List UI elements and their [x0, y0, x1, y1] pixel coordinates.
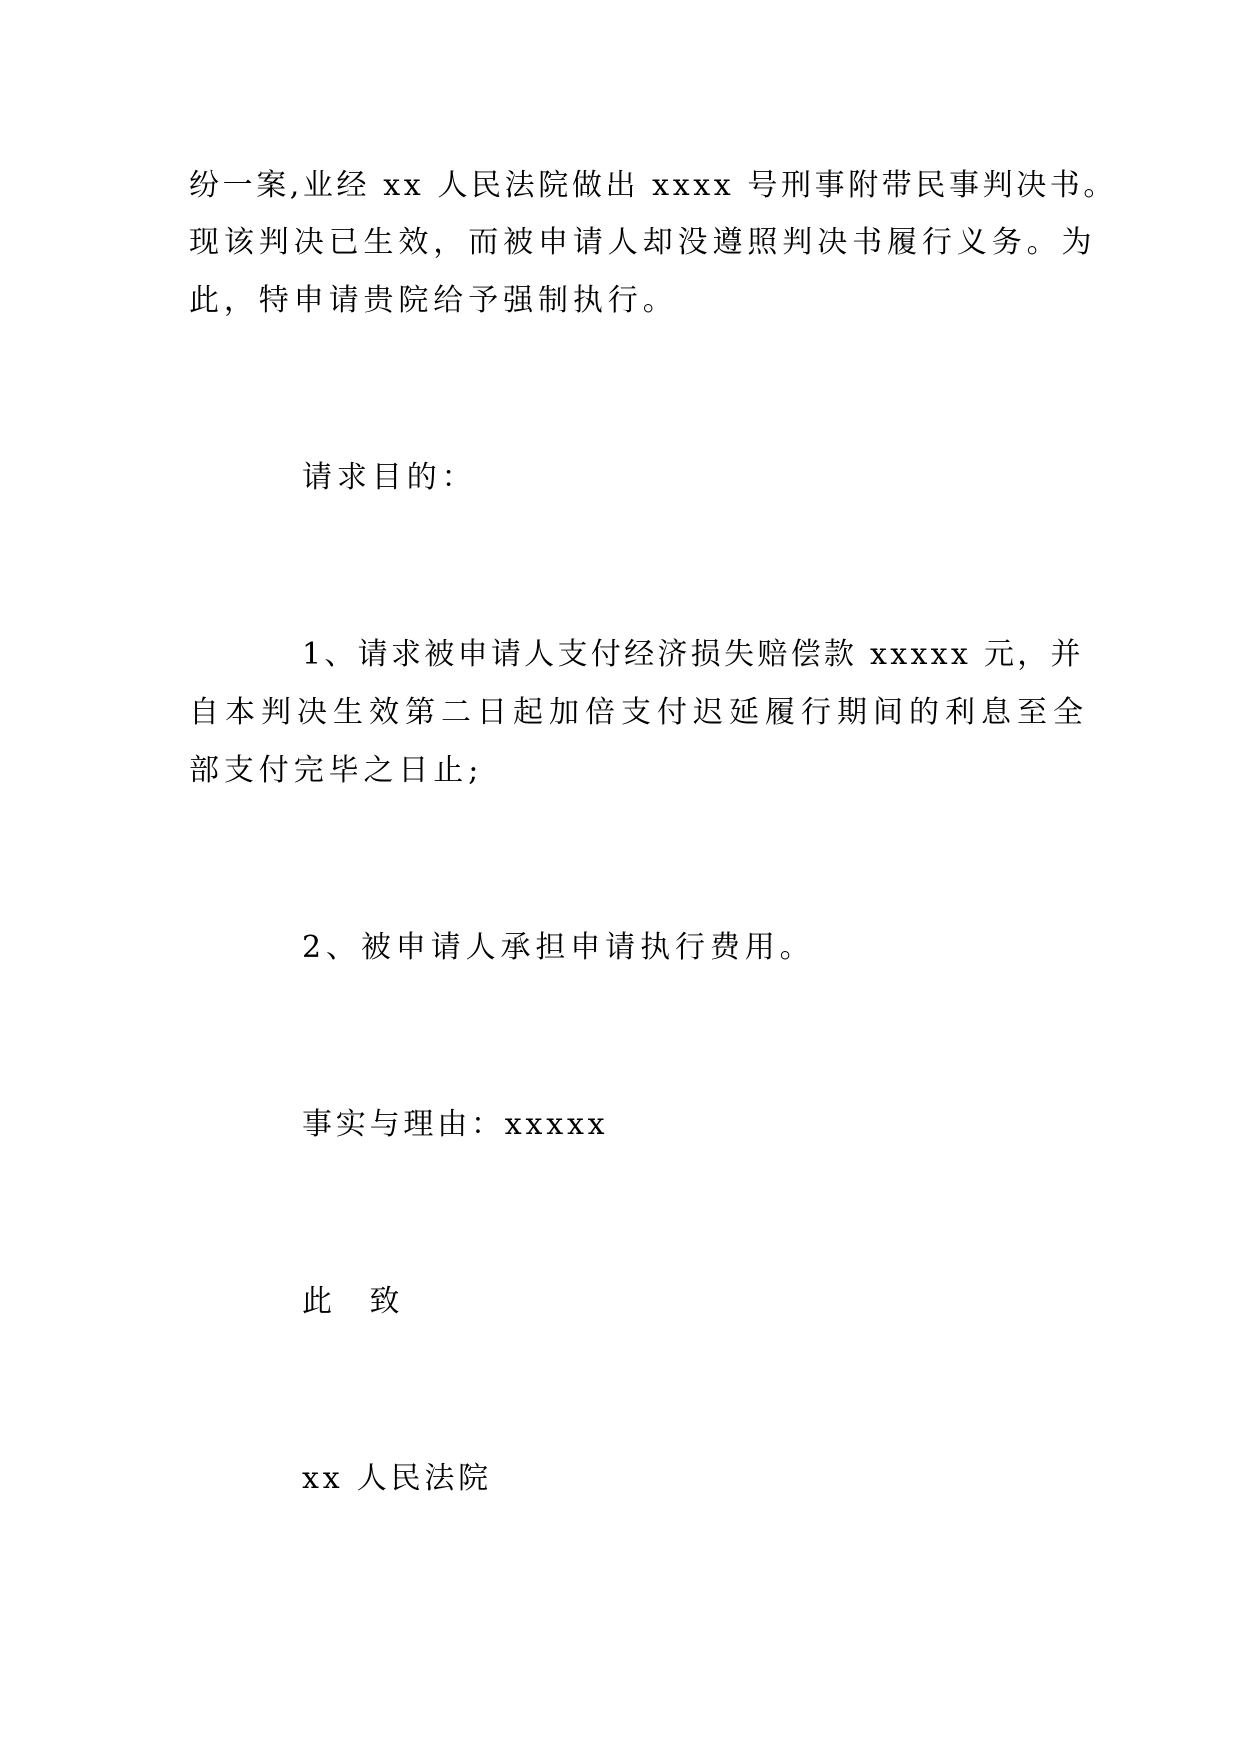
request-item-1-line: 部支付完毕之日止; — [189, 753, 484, 788]
request-item-2: 2、被申请人承担申请执行费用。 — [302, 930, 815, 965]
facts-and-reasons: 事实与理由：xxxxx — [302, 1107, 609, 1142]
salutation: 此 致 — [302, 1284, 414, 1319]
paragraph-line: 现该判决已生效，而被申请人却没遵照判决书履行义务。为 — [189, 225, 1097, 260]
paragraph-line: 此，特申请贵院给予强制执行。 — [189, 283, 678, 318]
request-item-1-line: 自本判决生效第二日起加倍支付迟延履行期间的利息至全 — [189, 695, 1089, 730]
paragraph-line: 纷一案,业经 xx 人民法院做出 xxxx 号刑事附带民事判决书。 — [189, 168, 1117, 203]
recipient-court: xx 人民法院 — [302, 1461, 492, 1496]
request-heading: 请求目的： — [302, 460, 477, 495]
request-item-1-line: 1、请求被申请人支付经济损失赔偿款 xxxxx 元，并 — [302, 637, 1084, 672]
